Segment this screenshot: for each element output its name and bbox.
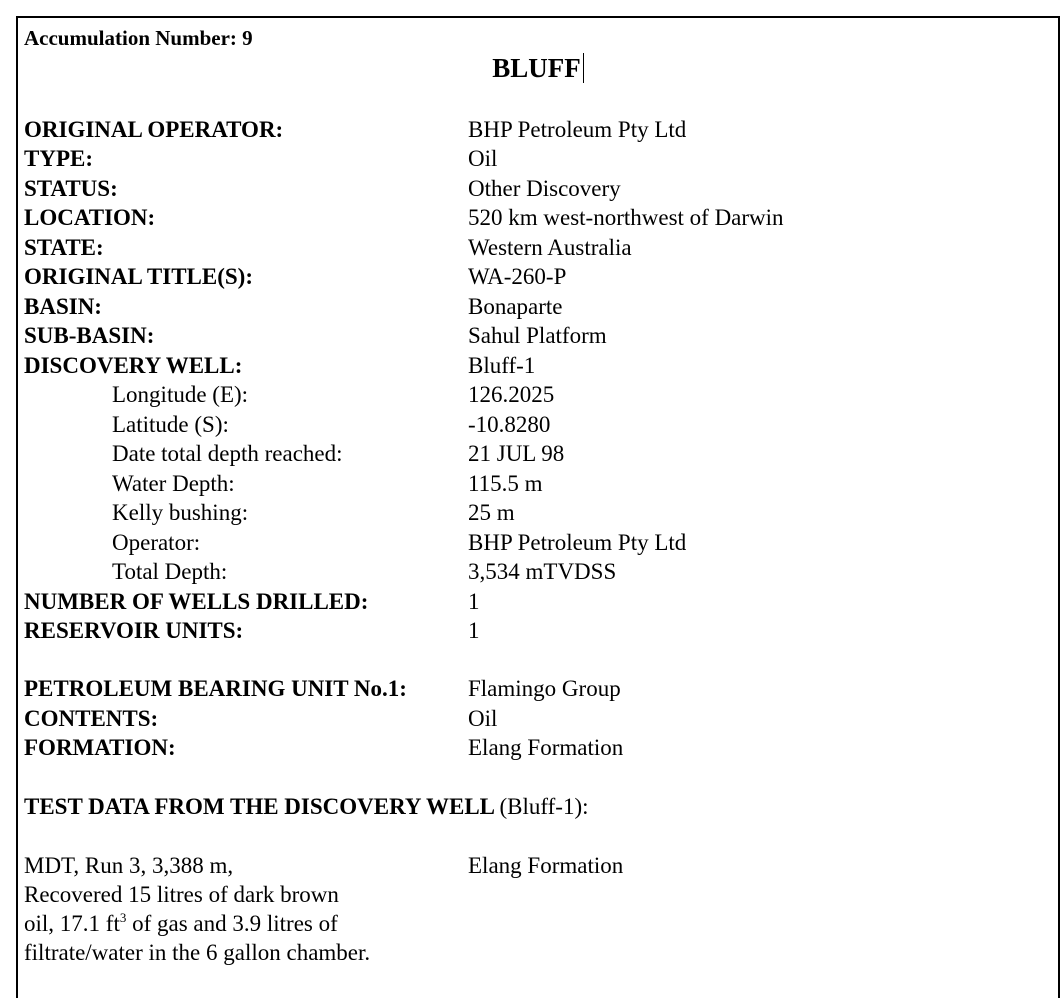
test-description-line-1: MDT, Run 3, 3,388 m, bbox=[24, 853, 234, 878]
type-value: Oil bbox=[468, 146, 498, 171]
sub-basin-value: Sahul Platform bbox=[468, 323, 607, 348]
basin-value: Bonaparte bbox=[468, 294, 563, 319]
kelly-bushing-label: Kelly bushing: bbox=[112, 500, 249, 525]
original-title-value: WA-260-P bbox=[468, 264, 567, 289]
test-data-heading-text: TEST DATA FROM THE DISCOVERY WELL bbox=[24, 794, 494, 819]
status-label: STATUS: bbox=[24, 176, 118, 201]
petroleum-unit-value: Flamingo Group bbox=[468, 676, 621, 701]
water-depth-value: 115.5 m bbox=[468, 471, 543, 496]
test-data-heading bbox=[24, 793, 589, 821]
original-operator-label: ORIGINAL OPERATOR: bbox=[24, 117, 284, 142]
total-depth-value: 3,534 mTVDSS bbox=[468, 559, 617, 584]
title-text: BLUFF bbox=[492, 53, 581, 83]
discovery-well-value: Bluff-1 bbox=[468, 353, 536, 378]
wells-drilled-label: NUMBER OF WELLS DRILLED: bbox=[24, 589, 369, 614]
longitude-label: Longitude (E): bbox=[112, 382, 249, 407]
test-formation-value: Elang Formation bbox=[468, 853, 624, 878]
page-title bbox=[18, 50, 1058, 86]
date-total-depth-value: 21 JUL 98 bbox=[468, 441, 565, 466]
formation-value: Elang Formation bbox=[468, 735, 624, 760]
latitude-label: Latitude (S): bbox=[112, 412, 229, 437]
document-page bbox=[16, 16, 1060, 998]
latitude-value: -10.8280 bbox=[468, 412, 551, 437]
wells-drilled-value: 1 bbox=[468, 589, 480, 614]
formation-label: FORMATION: bbox=[24, 735, 176, 760]
test-data-heading-well: (Bluff-1): bbox=[499, 794, 589, 819]
reservoir-units-label: RESERVOIR UNITS: bbox=[24, 618, 244, 643]
contents-value: Oil bbox=[468, 706, 498, 731]
test-description-line-4: filtrate/water in the 6 gallon chamber. bbox=[24, 940, 371, 965]
water-depth-label: Water Depth: bbox=[112, 471, 235, 496]
text-cursor bbox=[583, 53, 584, 83]
accumulation-number: Accumulation Number: 9 bbox=[24, 26, 253, 50]
location-label: LOCATION: bbox=[24, 205, 156, 230]
location-value: 520 km west-northwest of Darwin bbox=[468, 205, 784, 230]
test-description-line-2: Recovered 15 litres of dark brown bbox=[24, 882, 339, 907]
basin-label: BASIN: bbox=[24, 294, 102, 319]
superscript-3: 3 bbox=[119, 910, 127, 925]
state-label: STATE: bbox=[24, 235, 104, 260]
contents-label: CONTENTS: bbox=[24, 706, 159, 731]
state-value: Western Australia bbox=[468, 235, 632, 260]
kelly-bushing-value: 25 m bbox=[468, 500, 515, 525]
original-operator-value: BHP Petroleum Pty Ltd bbox=[468, 117, 687, 142]
test-line-3-text-b: of gas and 3.9 litres of bbox=[126, 911, 338, 936]
reservoir-units-value: 1 bbox=[468, 618, 480, 643]
date-total-depth-label: Date total depth reached: bbox=[112, 441, 343, 466]
original-title-label: ORIGINAL TITLE(S): bbox=[24, 264, 254, 289]
total-depth-label: Total Depth: bbox=[112, 559, 228, 584]
test-line-3-text-a: oil, 17.1 ft bbox=[24, 911, 120, 936]
petroleum-unit-label: PETROLEUM BEARING UNIT No.1: bbox=[24, 676, 407, 701]
operator-label: Operator: bbox=[112, 530, 201, 555]
longitude-value: 126.2025 bbox=[468, 382, 555, 407]
test-description-line-3 bbox=[24, 910, 338, 938]
discovery-well-label: DISCOVERY WELL: bbox=[24, 353, 243, 378]
operator-value: BHP Petroleum Pty Ltd bbox=[468, 530, 687, 555]
status-value: Other Discovery bbox=[468, 176, 621, 201]
type-label: TYPE: bbox=[24, 146, 93, 171]
sub-basin-label: SUB-BASIN: bbox=[24, 323, 155, 348]
